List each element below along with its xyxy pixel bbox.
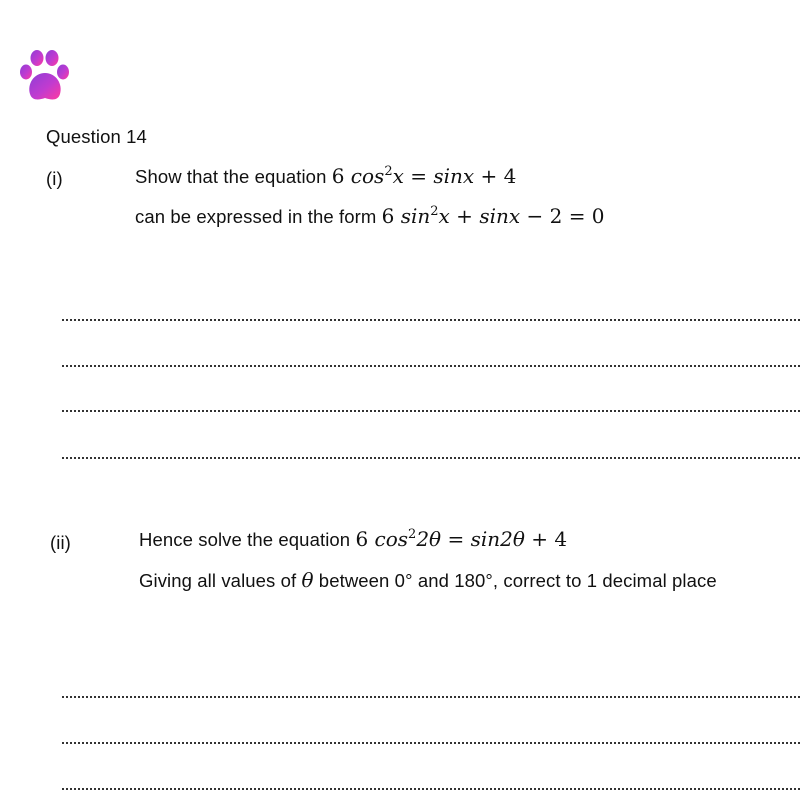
part-i-line1	[135, 164, 516, 188]
part-ii-equation: 6 $\cos^22\theta = \sin 2\theta + 4$	[355, 527, 568, 551]
part-i-target-equation: 6 $\sin^2x + \sin x - 2 = 0$	[381, 204, 605, 228]
answer-line[interactable]	[62, 319, 800, 321]
theta-symbol: θ	[301, 568, 314, 592]
answer-line[interactable]	[62, 696, 800, 698]
part-ii-line1	[139, 527, 567, 551]
part-i-line1-text: Show that the equation	[135, 166, 332, 187]
part-ii-line2-pre: Giving all values of	[139, 570, 302, 591]
part-i-line2-text: can be expressed in the form	[135, 206, 382, 227]
part-i-equation: 6 $\cos^2x = \sin x + 4$	[331, 164, 517, 188]
question-title: Question 14	[46, 126, 147, 147]
part-i-line2	[135, 204, 605, 228]
part-ii-line2-post: between 0° and 180°, correct to 1 decimal place	[313, 570, 717, 591]
part-i-label: (i)	[46, 168, 63, 189]
answer-line[interactable]	[62, 788, 800, 790]
answer-line[interactable]	[62, 410, 800, 412]
answer-line[interactable]	[62, 457, 800, 459]
answer-line[interactable]	[62, 742, 800, 744]
part-ii-line1-text: Hence solve the equation	[139, 529, 356, 550]
part-ii-label: (ii)	[50, 532, 71, 553]
answer-line[interactable]	[62, 365, 800, 367]
part-ii-line2	[139, 568, 717, 592]
paw-print-icon	[16, 46, 74, 104]
